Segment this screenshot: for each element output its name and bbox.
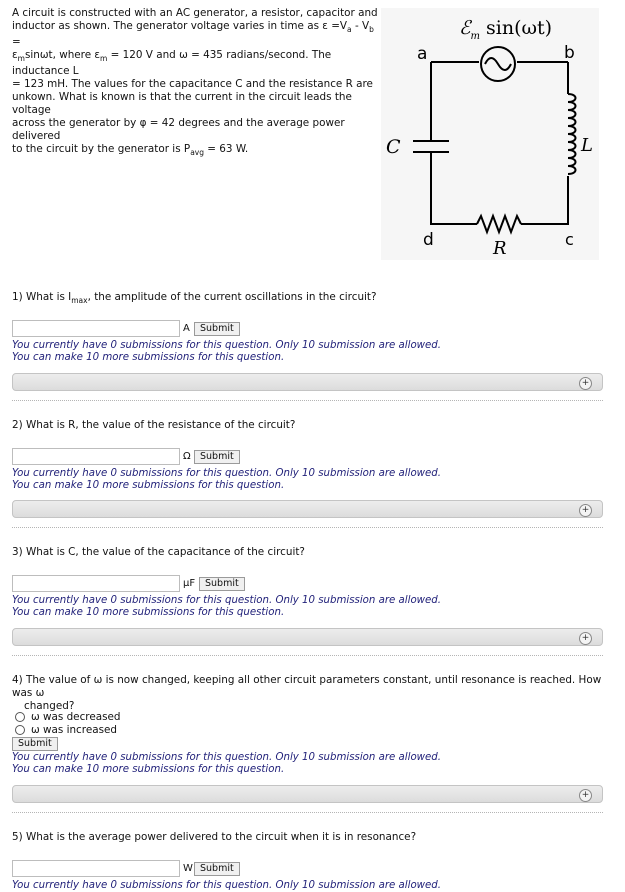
answer-1-input[interactable] xyxy=(12,320,180,337)
remaining-message: You can make 10 more submissions for this question. xyxy=(12,607,285,618)
attempts-message: You currently have 0 submissions for this question. Only 10 submission are allowed. xyxy=(12,340,441,351)
question-3 xyxy=(12,546,305,559)
plus-icon[interactable]: + xyxy=(579,504,592,517)
option-decreased[interactable] xyxy=(15,710,512,723)
question-5-text: 5) What is the average power delivered to the circuit when it is in resonance? xyxy=(12,831,417,843)
wire-right-bottom xyxy=(521,176,568,224)
divider xyxy=(12,527,603,528)
question-4 xyxy=(12,674,612,713)
question-4-text-cont: changed? xyxy=(24,700,75,712)
divider xyxy=(12,400,603,401)
inductor-label: L xyxy=(581,135,593,156)
resistor-label: R xyxy=(493,238,507,259)
question-4-text: 4) The value of ω is now changed, keeping all other circuit parameters constant, until resonance is reached. How was ω xyxy=(12,674,602,699)
intro-line: to the circuit by the generator is $P_{avg} = 63$ W. xyxy=(12,143,249,158)
circuit-svg xyxy=(381,8,599,260)
question-1 xyxy=(12,291,377,307)
wire-left-bottom xyxy=(431,152,477,224)
intro-line: inductor as shown. The generator voltage varies in time as $\varepsilon =V_a - V_b$ = xyxy=(12,20,374,49)
question-5 xyxy=(12,831,416,844)
attempts-message: You currently have 0 submissions for this question. Only 10 submission are allowed. xyxy=(12,752,441,763)
capacitor-label: C xyxy=(386,136,401,158)
plus-icon[interactable]: + xyxy=(579,377,592,390)
attempts-message: You currently have 0 submissions for this question. Only 10 submission are allowed. xyxy=(12,595,441,606)
intro-line: unkown. What is known is that the current in the circuit leads the voltage xyxy=(12,91,352,117)
option-increased-label: ω was increased xyxy=(31,723,117,736)
radio-increased[interactable] xyxy=(15,725,25,735)
question-2-text: 2) What is R, the value of the resistance of the circuit? xyxy=(12,419,296,431)
hint-bar-1[interactable] xyxy=(12,373,603,391)
question-2-answer xyxy=(12,448,512,492)
hint-bar-3[interactable] xyxy=(12,628,603,646)
submit-3-button[interactable]: Submit xyxy=(199,577,245,591)
answer-3-input[interactable] xyxy=(12,575,180,592)
divider xyxy=(12,655,603,656)
remaining-message: You can make 10 more submissions for this question. xyxy=(12,352,285,363)
node-c-label: c xyxy=(565,230,574,249)
question-3-answer xyxy=(12,575,512,619)
question-3-text: 3) What is C, the value of the capacitance of the circuit? xyxy=(12,546,305,558)
problem-statement xyxy=(12,7,384,159)
question-5-answer xyxy=(12,860,512,892)
option-increased[interactable] xyxy=(15,723,512,736)
answer-1-unit: A xyxy=(183,323,190,334)
circuit-diagram xyxy=(381,8,599,260)
attempts-message: You currently have 0 submissions for this question. Only 10 submission are allowed. xyxy=(12,880,441,891)
submit-4-button[interactable]: Submit xyxy=(12,737,58,751)
intro-line: across the generator by φ = 42 degrees and the average power delivered xyxy=(12,117,345,143)
submit-5-button[interactable]: Submit xyxy=(194,862,240,876)
remaining-message: You can make 10 more submissions for this question. xyxy=(12,764,285,775)
intro-line: $\varepsilon_m\sin\omega t$, where $\varepsilon_m = 120$ V and ω = 435 radians/second. The inductance L xyxy=(12,49,332,78)
hint-bar-2[interactable] xyxy=(12,500,603,518)
question-1-text: 1) What is $I_{max}$, the amplitude of the current oscillations in the circuit? xyxy=(12,291,377,306)
node-d-label: d xyxy=(423,230,434,250)
attempts-message: You currently have 0 submissions for this question. Only 10 submission are allowed. xyxy=(12,468,441,479)
option-decreased-label: ω was decreased xyxy=(31,710,121,723)
radio-decreased[interactable] xyxy=(15,712,25,722)
answer-2-input[interactable] xyxy=(12,448,180,465)
question-1-answer xyxy=(12,320,512,364)
submit-2-button[interactable]: Submit xyxy=(194,450,240,464)
question-2 xyxy=(12,419,295,432)
node-b-label: b xyxy=(564,43,575,63)
intro-line: = 123 mH. The values for the capacitance C and the resistance R are xyxy=(12,78,373,91)
remaining-message: You can make 10 more submissions for this question. xyxy=(12,480,285,491)
source-label: ℰ$_m$ sin(ωt) xyxy=(459,17,553,42)
answer-5-input[interactable] xyxy=(12,860,180,877)
node-a-label: a xyxy=(417,44,428,64)
question-4-answer xyxy=(12,710,512,776)
inductor-coil-icon xyxy=(568,94,576,174)
divider xyxy=(12,812,603,813)
answer-5-unit: W xyxy=(183,863,193,874)
resistor-zigzag-icon xyxy=(477,216,521,232)
hint-bar-4[interactable] xyxy=(12,785,603,803)
answer-2-unit: Ω xyxy=(183,451,191,462)
plus-icon[interactable]: + xyxy=(579,789,592,802)
intro-line: A circuit is constructed with an AC generator, a resistor, capacitor and xyxy=(12,7,378,19)
plus-icon[interactable]: + xyxy=(579,632,592,645)
submit-1-button[interactable]: Submit xyxy=(194,322,240,336)
answer-3-unit: μF xyxy=(183,578,196,589)
